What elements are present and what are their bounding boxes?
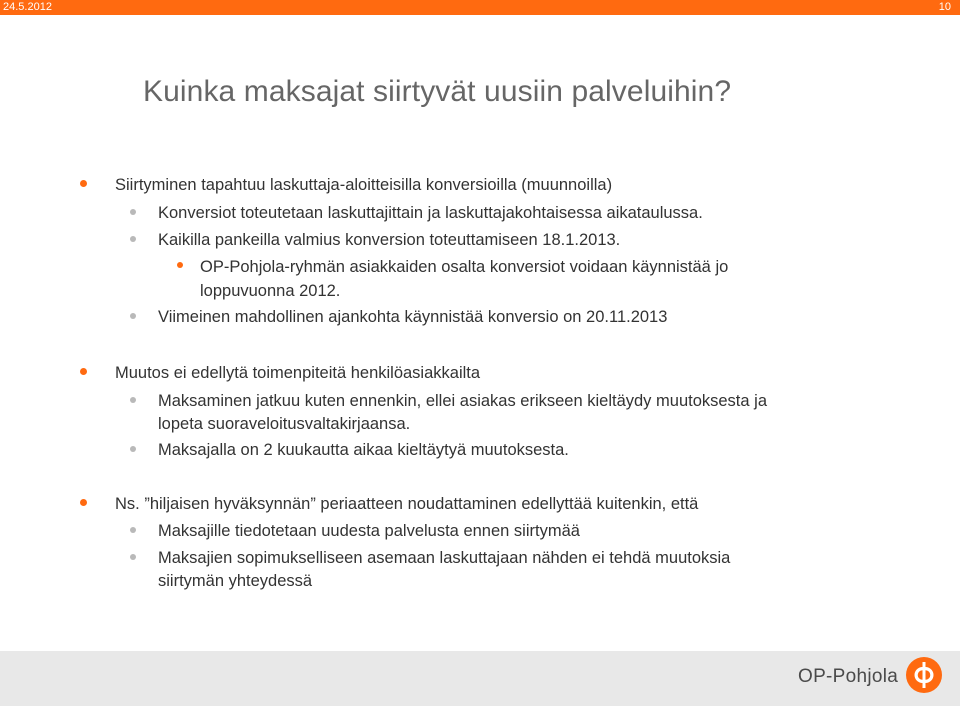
sub-bullet-item	[158, 230, 620, 251]
op-logo-icon	[906, 657, 942, 693]
sub-sub-bullet-item	[200, 257, 728, 278]
bullet-dot-icon	[130, 236, 136, 242]
bullet-text: Maksajille tiedotetaan uudesta palvelusta ennen siirtymää	[158, 522, 580, 540]
bullet-text: Viimeinen mahdollinen ajankohta käynnistää konversio on 20.11.2013	[158, 308, 668, 326]
bullet-continuation	[158, 571, 312, 592]
bullet-item	[115, 175, 612, 196]
bullet-text: Maksaminen jatkuu kuten ennenkin, ellei asiakas erikseen kieltäydy muutoksesta ja	[158, 392, 767, 410]
brand-name: OP-Pohjola	[798, 666, 899, 687]
sub-bullet-item	[158, 391, 767, 412]
page-number: 10	[938, 1, 951, 13]
bullet-text: Maksajien sopimukselliseen asemaan laskuttajaan nähden ei tehdä muutoksia	[158, 549, 731, 567]
bullet-text: Muutos ei edellytä toimenpiteitä henkilöasiakkailta	[115, 364, 481, 382]
bullet-dot-icon	[130, 527, 136, 533]
bullet-text: loppuvuonna 2012.	[200, 282, 341, 300]
bullet-dot-icon	[130, 397, 136, 403]
header-bar	[0, 0, 960, 15]
bullet-dot-icon	[80, 499, 87, 506]
bullet-dot-icon	[80, 180, 87, 187]
bullet-item	[115, 494, 698, 515]
slide-date: 24.5.2012	[3, 1, 52, 13]
sub-bullet-item	[158, 203, 703, 224]
bullet-item	[115, 363, 480, 384]
sub-bullet-item	[158, 521, 580, 542]
bullet-dot-icon	[130, 209, 136, 215]
bullet-text: Kaikilla pankeilla valmius konversion toteuttamiseen 18.1.2013.	[158, 231, 621, 249]
bullet-dot-icon	[130, 554, 136, 560]
bullet-text: siirtymän yhteydessä	[158, 572, 313, 590]
bullet-dot-icon	[80, 368, 87, 375]
bullet-continuation	[158, 414, 410, 435]
bullet-text: Konversiot toteutetaan laskuttajittain ja laskuttajakohtaisessa aikataulussa.	[158, 204, 703, 222]
slide-title: Kuinka maksajat siirtyvät uusiin palveluihin?	[143, 75, 732, 108]
sub-bullet-item	[158, 307, 667, 328]
bullet-continuation	[200, 281, 340, 302]
bullet-dot-icon	[177, 262, 183, 268]
sub-bullet-item	[158, 548, 730, 569]
bullet-text: Maksajalla on 2 kuukautta aikaa kieltäytyä muutoksesta.	[158, 441, 569, 459]
bullet-dot-icon	[130, 446, 136, 452]
sub-bullet-item	[158, 440, 569, 461]
bullet-text: OP-Pohjola-ryhmän asiakkaiden osalta konversiot voidaan käynnistää jo	[200, 258, 729, 276]
bullet-text: Siirtyminen tapahtuu laskuttaja-aloitteisilla konversioilla (muunnoilla)	[115, 176, 613, 194]
bullet-text: lopeta suoraveloitusvaltakirjaansa.	[158, 415, 411, 433]
bullet-dot-icon	[130, 313, 136, 319]
bullet-text: Ns. ”hiljaisen hyväksynnän” periaatteen noudattaminen edellyttää kuitenkin, että	[115, 495, 699, 513]
